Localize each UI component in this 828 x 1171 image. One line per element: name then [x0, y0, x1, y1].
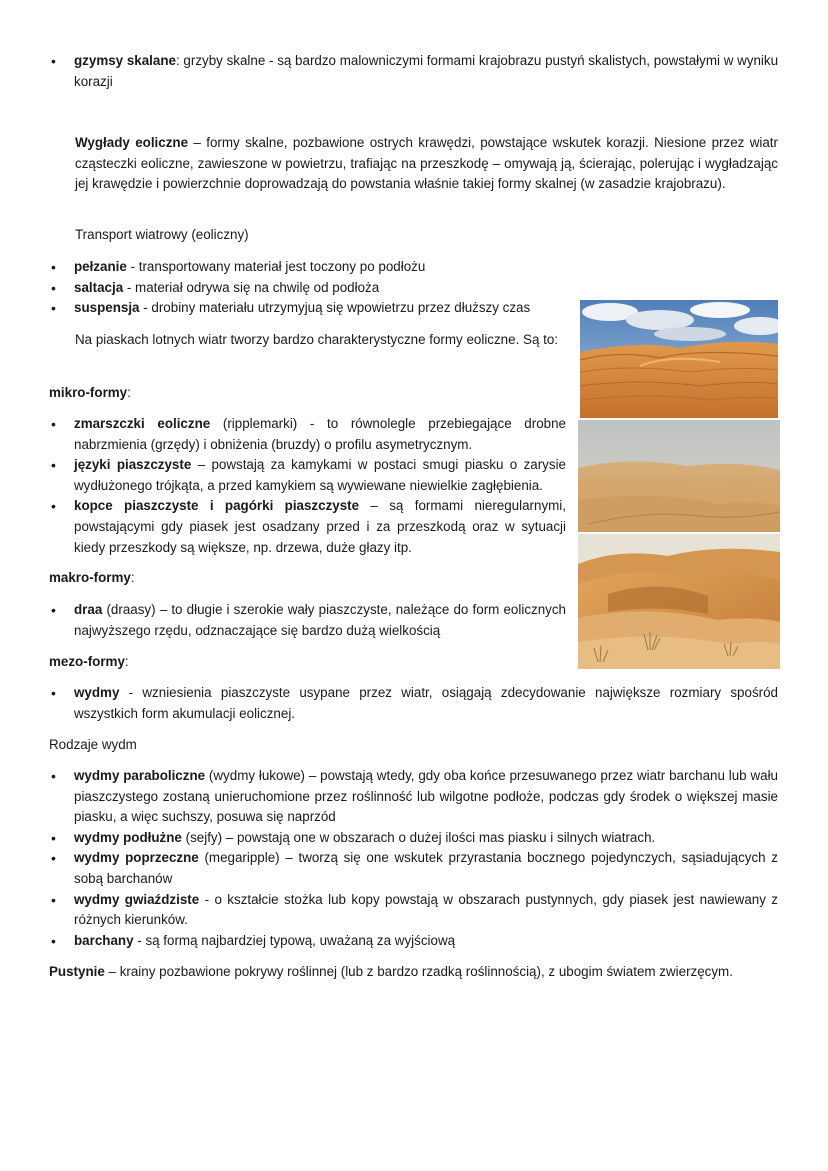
list-item: [49, 600, 566, 641]
definition: – powstają za kamykami w postaci smugi piasku o zarysie wydłużonego trójkąta, a przed kamykiem są wywiewane niewielkie zagłębienia.: [74, 457, 566, 493]
definition: : grzyby skalne - są bardzo malowniczymi formami krajobrazu pustyń skalistych, powstałymi w wyniku korazji: [74, 53, 779, 89]
pustynie-paragraph: [49, 962, 778, 983]
term: barchany: [74, 932, 134, 948]
term: kopce piaszczyste i pagórki piaszczyste: [74, 498, 360, 514]
term: wydmy paraboliczne: [74, 768, 206, 783]
term: wydmy poprzeczne: [74, 850, 199, 866]
term: suspensja: [74, 300, 140, 316]
term: saltacja: [74, 279, 124, 295]
list-item: [49, 931, 778, 952]
bullet-icon: •: [51, 829, 56, 846]
term: gzymsy skalane: [74, 53, 176, 68]
bullet-icon: •: [51, 259, 56, 275]
bullet-icon: •: [51, 850, 56, 867]
intro-list: [49, 51, 778, 92]
heading-colon: :: [127, 385, 131, 400]
definition: (ripplemarki) - to równolegle przebiegające drobne nabrzmienia (grzędy) i obniżenia (bruzdy) o profilu asymetrycznym.: [74, 416, 566, 452]
definition: - są formą najbardziej typową, uważaną za wyjściową: [133, 932, 456, 948]
transport-heading: Transport wiatrowy (eoliczny): [75, 227, 249, 242]
bullet-icon: •: [51, 416, 56, 432]
desert-pale-illustration: [578, 420, 780, 532]
heading-text: mikro-formy: [49, 385, 128, 400]
definition: - o kształcie stożka lub kopy powstają w obszarach pustynnych, gdy piasek jest nawiewany z różnych kierunków.: [74, 891, 779, 928]
dune-grass-illustration: [578, 534, 780, 669]
term: draa: [74, 602, 103, 617]
definition: - materiał odrywa się na chwilę od podłoża: [123, 279, 380, 295]
list-item: [49, 766, 778, 828]
mezo-list: [49, 683, 778, 724]
term: języki piaszczyste: [74, 457, 192, 473]
makro-list: [49, 600, 566, 641]
mikro-list: [49, 414, 566, 558]
term: zmarszczki eoliczne: [74, 416, 211, 431]
bullet-icon: •: [51, 602, 56, 618]
term: Wygłady eoliczne: [75, 135, 189, 150]
term: pełzanie: [74, 259, 127, 274]
list-item: [49, 278, 589, 299]
list-item: [49, 848, 778, 889]
bullet-icon: •: [51, 457, 56, 474]
list-item: [49, 496, 566, 558]
dune-photo-grass: [578, 534, 780, 669]
transport-list: [49, 257, 589, 319]
term: Pustynie: [49, 964, 105, 979]
list-item: [49, 257, 589, 278]
heading-text: makro-formy: [49, 570, 131, 585]
list-item: [49, 455, 566, 496]
definition: (megaripple) – tworzą się one wskutek przyrastania bocznego pojedynczych, sąsiadujących z sobą barchanów: [74, 850, 778, 886]
list-item: [49, 51, 778, 92]
heading-text: mezo-formy: [49, 654, 125, 669]
bullet-icon: •: [51, 891, 56, 908]
definition: (sejfy) – powstają one w obszarach o dużej ilości mas piasku i silnych wiatrach.: [181, 829, 656, 845]
bullet-icon: •: [51, 498, 56, 515]
bullet-icon: •: [51, 932, 56, 949]
list-item: [49, 683, 778, 724]
heading-colon: :: [124, 654, 129, 669]
mezo-heading: [49, 652, 129, 673]
definition: - wzniesienia piaszczyste usypane przez wiatr, osiągają zdecydowanie największe rozmiary spośród wszystkich form akumulacji eolicznej.: [74, 685, 778, 721]
dune-photo-sky: [580, 300, 778, 418]
rodzaje-list: [49, 766, 778, 951]
dune-sky-illustration: [580, 300, 778, 418]
definition: (draasy) – to długie i szerokie wały piaszczyste, należące do form eolicznych najwyższego rzędu, odznaczające się bardzo dużą wielkością: [74, 602, 566, 638]
bullet-icon: •: [51, 768, 56, 784]
definition: – krainy pozbawione pokrywy roślinnej (lub z bardzo rzadką roślinnością), z ubogim światem zwierzęcym.: [104, 964, 733, 979]
list-item: [49, 298, 589, 319]
bullet-icon: •: [51, 300, 56, 317]
rodzaje-heading: Rodzaje wydm: [49, 737, 137, 752]
heading-colon: :: [130, 570, 135, 585]
desert-photo-pale: [578, 420, 780, 532]
definition: – są formami nieregularnymi, powstającymi gdy piasek jest osadzany przed i za przeszkodą oraz w sytuacji kiedy przeszkody są większe, np. drzewa, duże głazy itp.: [74, 498, 566, 555]
term: wydmy: [74, 685, 120, 700]
definition: (wydmy łukowe) – powstają wtedy, gdy oba końce przesuwanego przez wiatr barchanu lub wału piaszczystego zostaną unieruchomione przez roślinność lub wilgotne podłoże, podczas gdy środek o większej masie piasku, a więc suchszy, posuwa się naprzód: [74, 768, 778, 825]
definition: - drobiny materiału utrzymyjuą się wpowietrzu przez dłuższy czas: [139, 300, 531, 316]
list-item: [49, 414, 566, 455]
piaski-intro: Na piaskach lotnych wiatr tworzy bardzo charakterystyczne formy eoliczne. Są to:: [75, 332, 559, 347]
definition: – formy skalne, pozbawione ostrych krawędzi, powstające wskutek korazji. Niesione przez wiatr cząsteczki eoliczne, zawieszone w powietrzu, trafiając na przeszkodę – omywają ją, ścierając, polerując i wygładzając jej krawędzie i powierzchnie doprowadzają do powstania właśnie takiej formy skalnej (w zasadzie krajobrazu).: [75, 135, 778, 192]
mikro-heading: [49, 383, 131, 404]
definition: - transportowany materiał jest toczony po podłożu: [126, 259, 426, 274]
term: wydmy gwiaździste: [74, 891, 200, 907]
list-item: [49, 890, 778, 931]
list-item: [49, 828, 778, 849]
bullet-icon: •: [51, 685, 56, 701]
bullet-icon: •: [51, 53, 56, 69]
makro-heading: [49, 568, 135, 589]
term: wydmy podłużne: [74, 829, 182, 845]
bullet-icon: •: [51, 279, 56, 296]
wyglady-paragraph: [75, 133, 778, 195]
